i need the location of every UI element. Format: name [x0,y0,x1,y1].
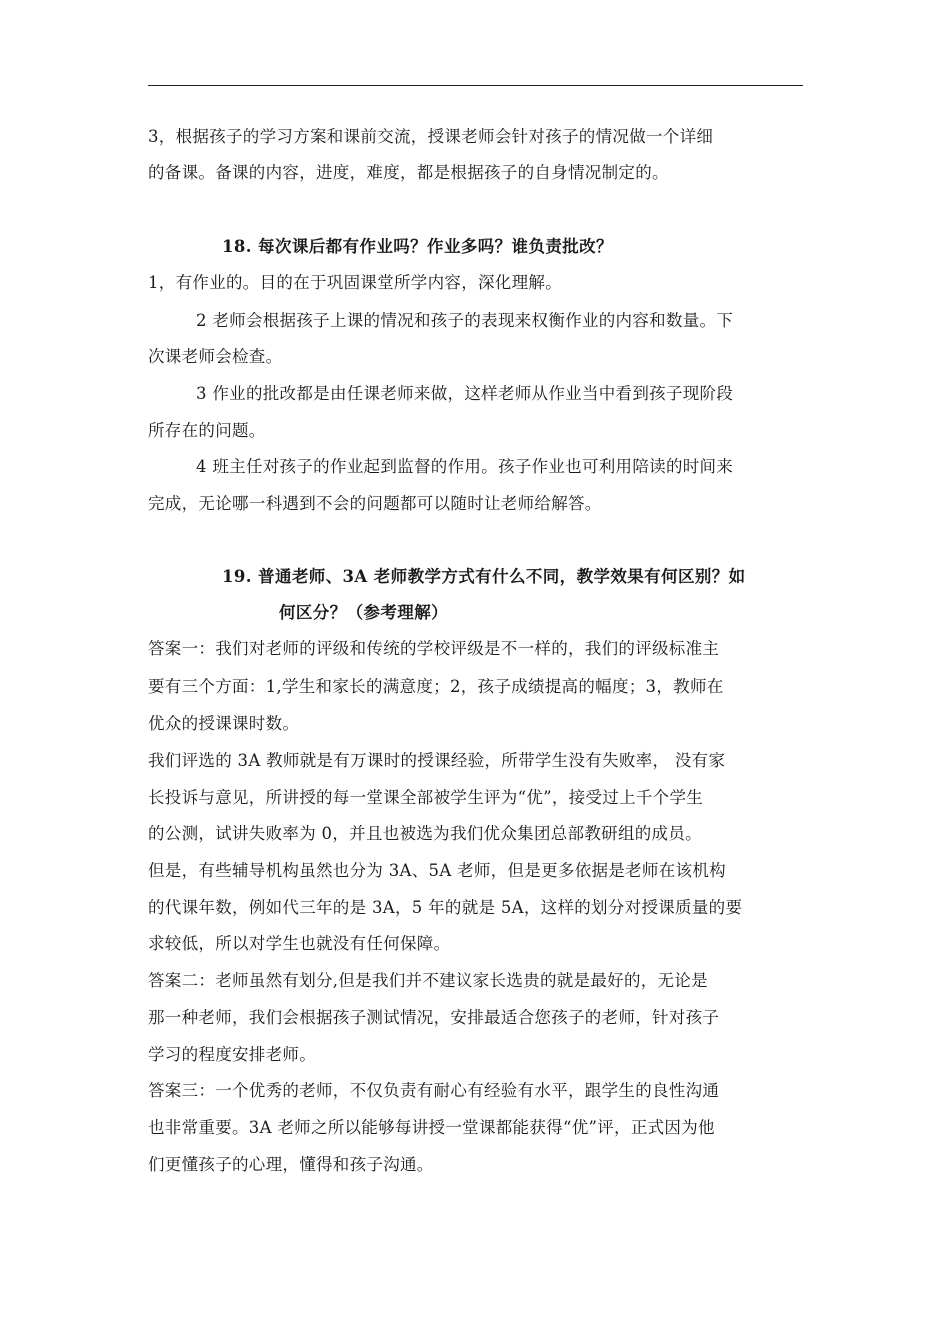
answer-line: 我们评选的 3A 教师就是有万课时的授课经验，所带学生没有失败率， 没有家 [148,751,726,770]
answer-line: 答案一：我们对老师的评级和传统的学校评级是不一样的，我们的评级标准主 [148,639,720,658]
paragraph-line: 的备课。备课的内容，进度，难度，都是根据孩子的自身情况制定的。 [148,163,669,182]
answer-line: 答案三：一个优秀的老师，不仅负责有耐心有经验有水平，跟学生的良性沟通 [148,1081,720,1100]
answer-line: 也非常重要。3A 老师之所以能够每讲授一堂课都能获得“优”评，正式因为他 [148,1118,715,1137]
answer-line: 的公测，试讲失败率为 0，并且也被选为我们优众集团总部教研组的成员。 [148,824,702,843]
answer-line: 4 班主任对孩子的作业起到监督的作用。孩子作业也可利用陪读的时间来 [196,457,734,476]
answer-line: 求较低，所以对学生也就没有任何保障。 [148,934,451,953]
answer-line: 的代课年数，例如代三年的是 3A，5 年的就是 5A，这样的划分对授课质量的要 [148,898,743,917]
answer-line: 答案二：老师虽然有划分,但是我们并不建议家长选贵的就是最好的，无论是 [148,971,708,990]
answer-line: 1，有作业的。目的在于巩固课堂所学内容，深化理解。 [148,273,562,292]
answer-line: 次课老师会检查。 [148,347,283,366]
answer-line: 2 老师会根据孩子上课的情况和孩子的表现来权衡作业的内容和数量。下 [196,311,734,330]
answer-line: 们更懂孩子的心理，懂得和孩子沟通。 [148,1155,434,1174]
answer-line: 完成，无论哪一科遇到不会的问题都可以随时让老师给解答。 [148,494,602,513]
answer-line: 要有三个方面：1,学生和家长的满意度；2，孩子成绩提高的幅度；3，教师在 [148,677,724,696]
answer-line: 3 作业的批改都是由任课老师来做，这样老师从作业当中看到孩子现阶段 [196,384,734,403]
question-18-heading: 18. 每次课后都有作业吗？作业多吗？谁负责批改？ [222,237,613,256]
answer-line: 但是，有些辅导机构虽然也分为 3A、5A 老师，但是更多依据是老师在该机构 [148,861,726,880]
answer-line: 那一种老师，我们会根据孩子测试情况，安排最适合您孩子的老师，针对孩子 [148,1008,720,1027]
answer-line: 长投诉与意见，所讲授的每一堂课全部被学生评为“优”，接受过上千个学生 [148,788,704,807]
answer-line: 优众的授课课时数。 [148,714,300,733]
question-19-heading: 19. 普通老师、3A 老师教学方式有什么不同，教学效果有何区别？如 [222,567,746,586]
answer-line: 所存在的问题。 [148,421,266,440]
question-19-heading-cont: 何区分？（参考理解） [279,603,448,622]
paragraph-line: 3，根据孩子的学习方案和课前交流，授课老师会针对孩子的情况做一个详细 [148,127,714,146]
header-rule [148,85,803,86]
answer-line: 学习的程度安排老师。 [148,1045,316,1064]
